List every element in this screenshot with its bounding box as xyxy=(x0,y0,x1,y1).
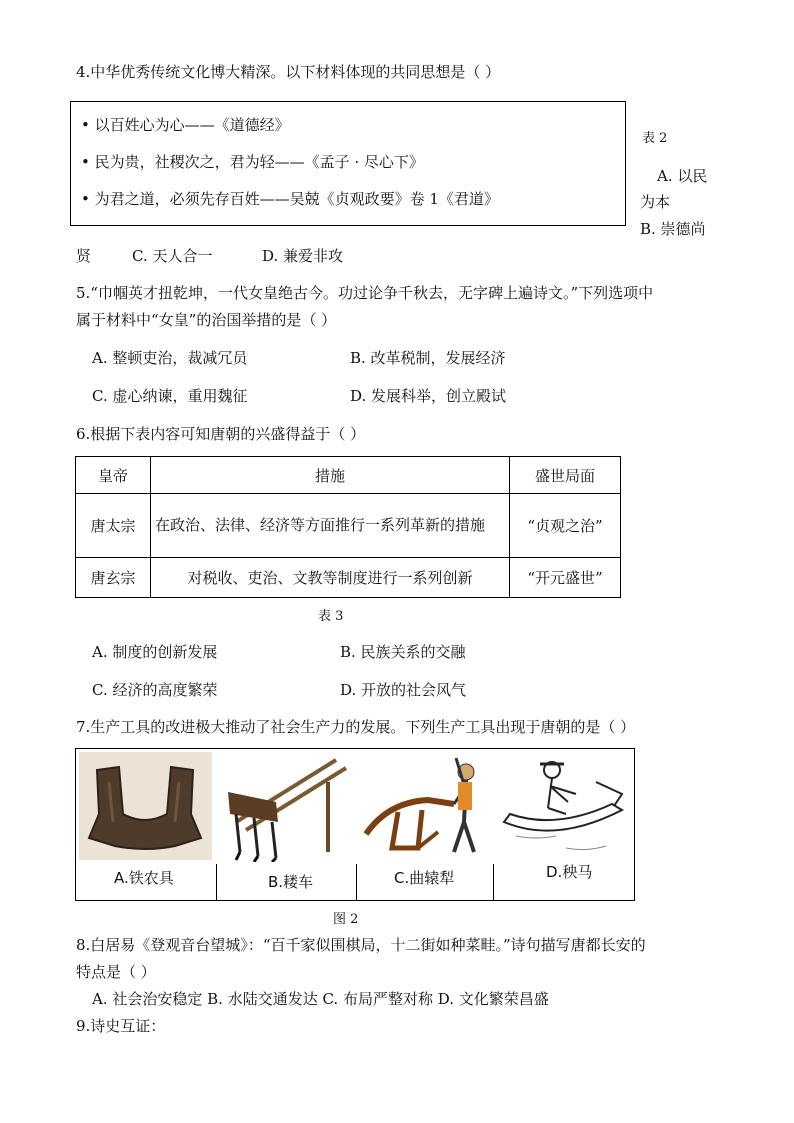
q8-stem-line1: 8.白居易《登观音台望城》：“百千家似围棋局，十二街如种菜畦。”诗句描写唐都长安的 xyxy=(76,936,646,954)
table-row xyxy=(76,558,621,598)
seedling-horse-icon xyxy=(496,752,632,862)
figure-divider xyxy=(493,864,494,900)
q6-header-prosperity: 盛世局面 xyxy=(510,457,621,494)
q4-option-c: C. 天人合一 xyxy=(132,247,213,265)
iron-tool-image xyxy=(79,752,212,860)
q6-header-emperor: 皇帝 xyxy=(76,457,151,494)
q7-caption-b: B.耧车 xyxy=(268,873,314,891)
q6-cell-emperor: 唐玄宗 xyxy=(76,558,151,598)
q8-options: A. 社会治安稳定 B. 水陆交通发达 C. 布局严整对称 D. 文化繁荣昌盛 xyxy=(92,990,549,1008)
q6-option-d: D. 开放的社会风气 xyxy=(340,681,467,699)
q4-option-b-line1: B. 崇德尚 xyxy=(640,220,706,238)
q4-option-a-line2: 为本 xyxy=(640,193,671,211)
q4-option-a-line1: A. 以民 xyxy=(657,167,708,185)
q6-option-c: C. 经济的高度繁荣 xyxy=(92,681,218,699)
iron-tool-icon xyxy=(79,752,212,860)
figure-divider xyxy=(356,864,357,900)
q7-figure xyxy=(75,748,635,901)
q7-caption-d: D.秧马 xyxy=(546,863,593,881)
q6-table-label: 表 3 xyxy=(318,609,344,624)
seed-drill-image xyxy=(216,752,356,862)
q7-caption-c: C.曲辕犁 xyxy=(394,869,455,887)
q4-table-label: 表 2 xyxy=(642,131,668,146)
q6-cell-prosperity: “贞观之治” xyxy=(510,494,621,558)
q6-cell-measures: 对税收、吏治、文教等制度进行一系列创新 xyxy=(151,558,510,598)
q6-header-measures: 措施 xyxy=(151,457,510,494)
q6-stem: 6.根据下表内容可知唐朝的兴盛得益于（ ） xyxy=(76,425,366,443)
q7-figure-label: 图 2 xyxy=(333,912,359,927)
q7-stem: 7.生产工具的改进极大推动了社会生产力的发展。下列生产工具出现于唐朝的是（ ） xyxy=(76,718,636,736)
q5-option-b: B. 改革税制，发展经济 xyxy=(350,349,506,367)
curved-plow-icon xyxy=(358,752,494,862)
q6-option-a: A. 制度的创新发展 xyxy=(92,643,218,661)
curved-plow-image xyxy=(358,752,494,862)
q6-cell-prosperity: “开元盛世” xyxy=(510,558,621,598)
q5-option-d: D. 发展科举，创立殿试 xyxy=(350,387,507,405)
q6-table-header-row xyxy=(76,457,621,494)
q6-option-b: B. 民族关系的交融 xyxy=(340,643,466,661)
seed-drill-icon xyxy=(216,752,356,862)
q4-stem: 4.中华优秀传统文化博大精深。以下材料体现的共同思想是（ ） xyxy=(76,63,501,81)
figure-divider xyxy=(216,864,217,900)
q5-stem-line2: 属于材料中“女皇”的治国举措的是（ ） xyxy=(76,311,337,329)
q5-stem-line1: 5.“巾帼英才扭乾坤，一代女皇绝古今。功过论争千秋去，无字碑上遍诗文。”下列选项中 xyxy=(76,284,654,302)
q4-material-line-1: • 以百姓心为心——《道德经》 xyxy=(81,116,290,134)
q6-cell-emperor: 唐太宗 xyxy=(76,494,151,558)
q4-material-box xyxy=(70,101,626,226)
q5-option-c: C. 虚心纳谏，重用魏征 xyxy=(92,387,248,405)
q4-option-b-line2: 贤 xyxy=(76,247,92,265)
q6-table xyxy=(75,456,621,598)
q5-option-a: A. 整顿吏治，裁减冗员 xyxy=(92,349,248,367)
q4-option-d: D. 兼爱非攻 xyxy=(262,247,344,265)
table-row xyxy=(76,494,621,558)
q9-stem: 9.诗史互证： xyxy=(76,1017,166,1035)
q4-material-line-2: • 民为贵，社稷次之，君为轻——《孟子 · 尽心下》 xyxy=(81,153,424,171)
q7-caption-a: A.铁农具 xyxy=(114,869,174,887)
seedling-horse-image xyxy=(496,752,632,862)
q4-material-line-3: • 为君之道，必须先存百姓——吴兢《贞观政要》卷 1《君道》 xyxy=(81,190,499,208)
q6-cell-measures: 在政治、法律、经济等方面推行一系列革新的措施 xyxy=(151,494,510,558)
q8-stem-line2: 特点是（ ） xyxy=(76,963,156,981)
